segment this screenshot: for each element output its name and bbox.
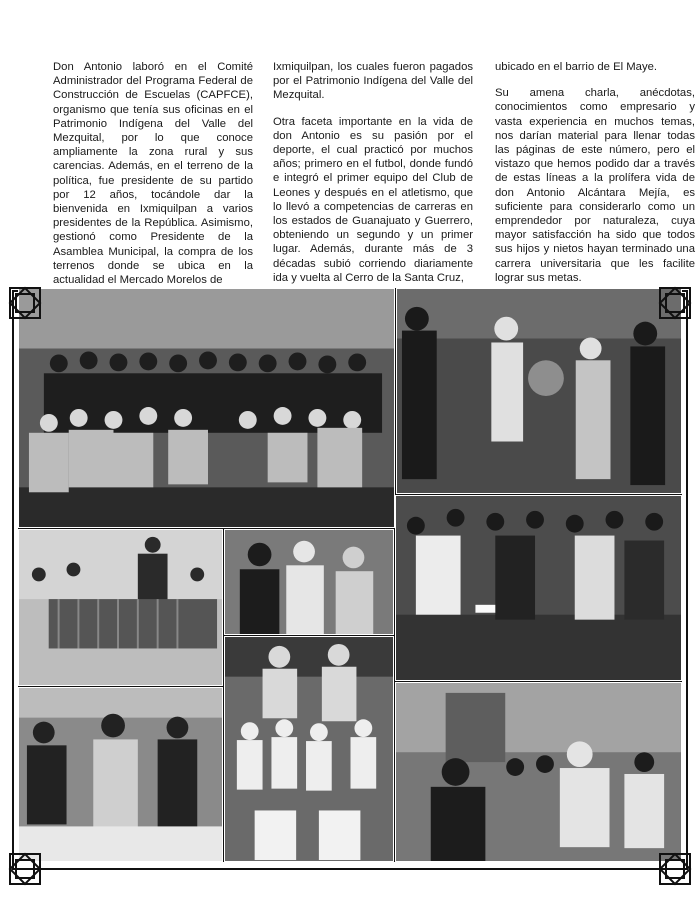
photo-meeting-table [18,529,223,686]
paragraph: Don Antonio laboró en el Comité Administrador del Programa Federal de Construcción de Escuelas (CAPFCE), organismo que tenía sus oficinas en el Patrimonio Indígena del Valle del Mezquital, por lo que conoce ampliamente la zona rural y sus carencias. Además, en el terreno de la política, fue presidente de su partido por 12 años, tocándole dar la bienvenida en Ixmiquilpan a varios presidentes de la República. Asimismo, gestionó como Presidente de la Asamblea Municipal, la compra de los terrenos donde se ubica en la actualidad el Mercado Morelos de [53,61,253,287]
frame-left-line [12,290,14,870]
photo-street-crowd [395,682,682,862]
text-column-2 [273,60,473,297]
ornament-corner-bottom-right [656,850,694,888]
photo-family-children [224,636,394,862]
paragraph: Su amena charla, anécdotas, conocimientos como empresario y vasta experiencia en muchos temas, nos darían material para llenar todas las páginas de este número, pero el vistazo que hemos podido dar a través de estas líneas a la prolífera vida de don Antonio Alcántara Mejía, es suficiente para considerarlo como un emprendedor por naturaleza, cuya mayor satisfacción ha sido que todos sus hijos y nietos hayan terminado una carrera universitaria que les facilite lograr sus metas. [495,87,695,284]
photo-group-seated [18,288,395,528]
text-column-1 [53,60,253,299]
photo-cyclist-ceremony [396,288,682,494]
frame-bottom-line [12,868,688,870]
frame-right-line [686,290,688,870]
paragraph: Otra faceta importante en la vida de don Antonio es su pasión por el deporte, el cual practicó por muchos años; primero en el futbol, donde fundó e integró el primer equipo del Club de Leones y después en el atletismo, que lo llevó a competencias de carreras en los estados de Guanajuato y Guerrero, obteniendo un segundo y un primer lugar. Además, durante más de 3 décadas subió corriendo diariamente ida y vuelta al Cerro de la Santa Cruz, [273,115,473,284]
text-column-3 [495,60,695,297]
photo-signing-desk [18,687,223,862]
ornament-corner-bottom-left [6,850,44,888]
ornament-corner-top-left [6,284,44,322]
paragraph: Ixmiquilpan, los cuales fueron pagados por el Patrimonio Indígena del Valle del Mezquital. [273,61,473,102]
photo-couple-portrait [224,529,394,635]
paragraph: ubicado en el barrio de El Maye. [495,61,658,73]
photo-collage [18,288,682,862]
photo-ribbon-cutting [395,495,682,681]
ornament-corner-top-right [656,284,694,322]
